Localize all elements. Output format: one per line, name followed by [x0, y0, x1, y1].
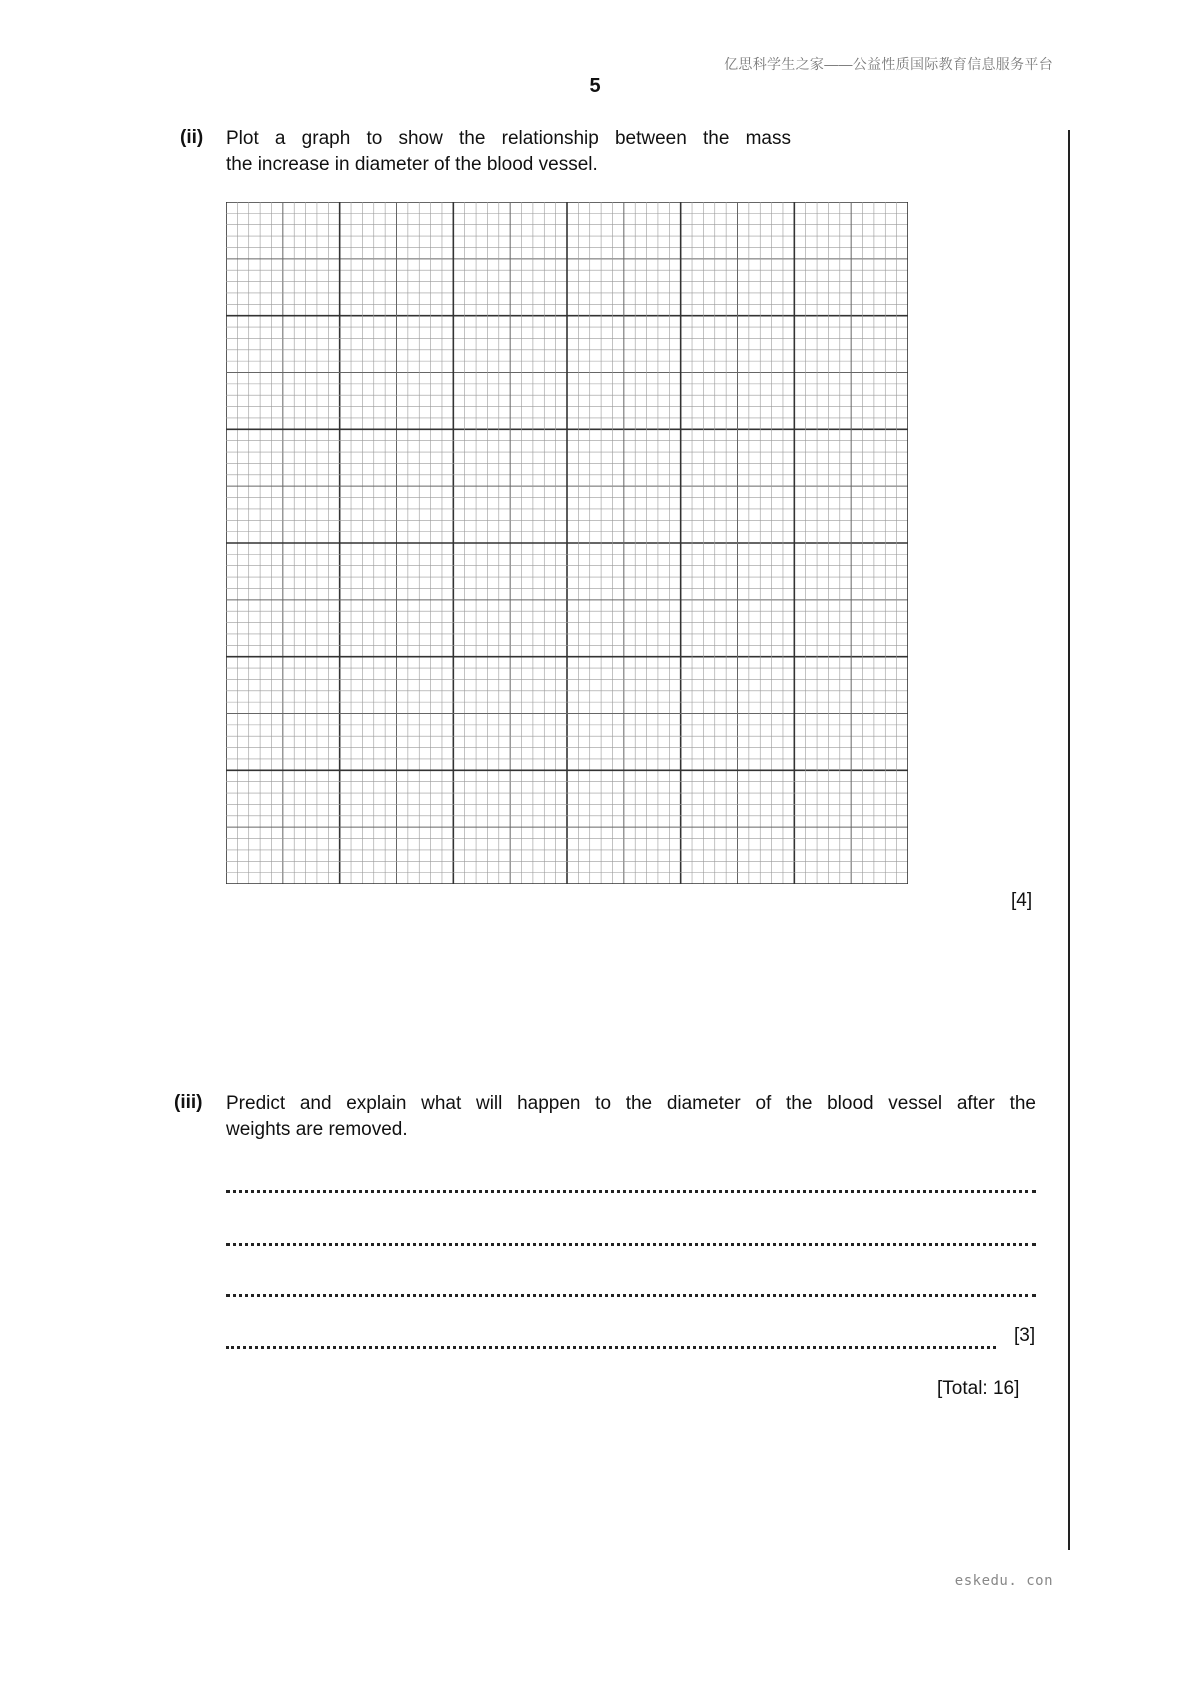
question-ii-text-line1: Plot a graph to show the relationship between the mass: [226, 128, 791, 149]
question-iii-marks: [3]: [1014, 1325, 1036, 1346]
answer-line-4[interactable]: [226, 1346, 996, 1349]
page-number: 5: [589, 75, 601, 97]
question-iii-text-line2: weights are removed.: [226, 1119, 408, 1140]
question-iii-label: (iii): [174, 1092, 203, 1113]
total-marks: [Total: 16]: [937, 1378, 1020, 1399]
question-ii-text-line2: the increase in diameter of the blood vessel.: [226, 154, 598, 175]
footer-site: eskedu. con: [954, 1573, 1053, 1589]
graph-paper-grid[interactable]: [226, 202, 908, 884]
question-iii-text-line1: Predict and explain what will happen to the diameter of the blood vessel after the: [226, 1093, 1036, 1114]
answer-line-3[interactable]: [226, 1294, 1036, 1297]
answer-line-1[interactable]: [226, 1190, 1036, 1193]
answer-line-2[interactable]: [226, 1243, 1036, 1246]
header-note: 亿思科学生之家——公益性质国际教育信息服务平台: [724, 56, 1053, 72]
question-ii-label: (ii): [180, 127, 204, 148]
question-ii-marks: [4]: [1011, 890, 1033, 911]
margin-rule: [1068, 130, 1070, 1550]
graph-paper[interactable]: [226, 202, 908, 884]
